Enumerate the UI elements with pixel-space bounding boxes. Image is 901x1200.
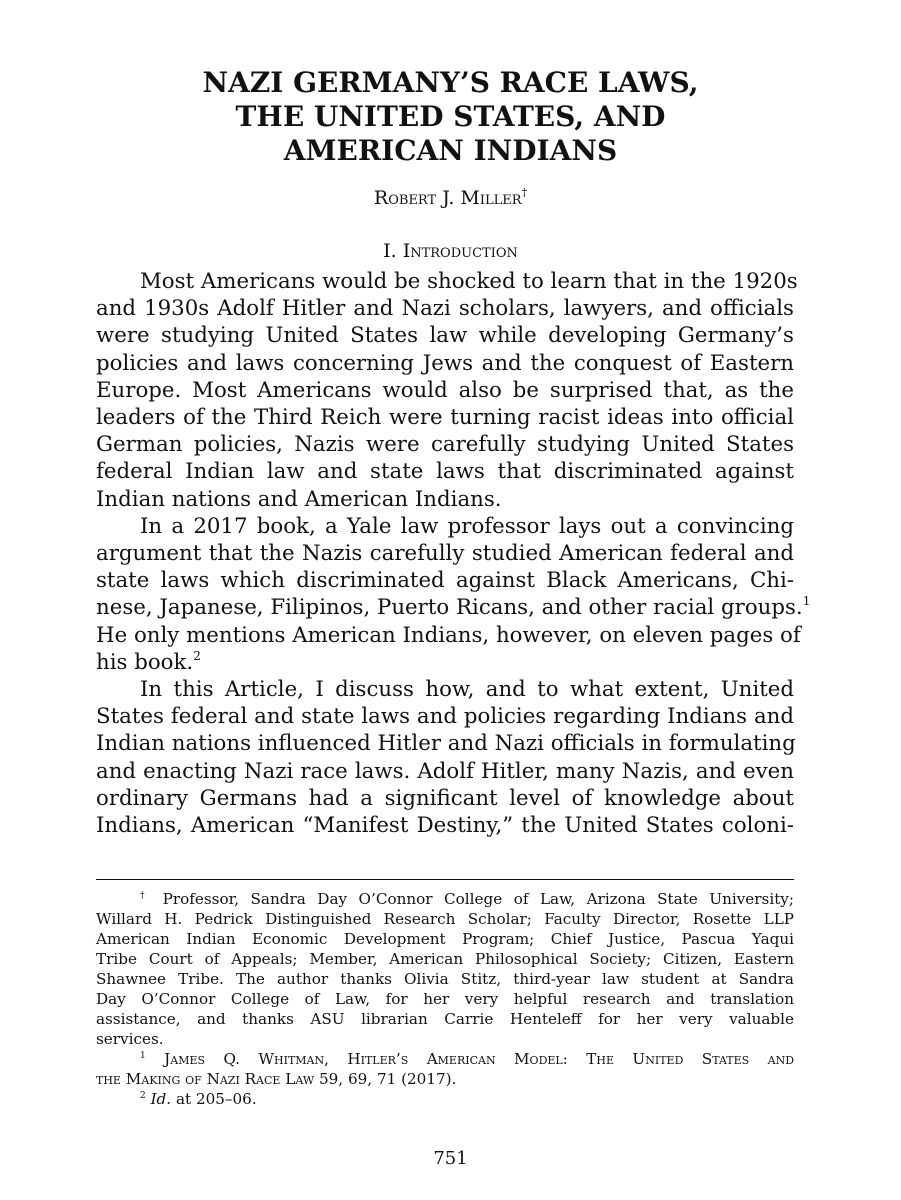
- footnote-line: American Indian Economic Development Program; Chief Justice, Pascua Yaqui: [96, 930, 794, 948]
- body-line: In a 2017 book, a Yale law professor lays out a convincing: [140, 513, 794, 539]
- body-line: Europe. Most Americans would also be surprised that, as the: [96, 377, 794, 403]
- footnotes: [96, 889, 794, 1109]
- footnote-1-line-2: [96, 1069, 794, 1089]
- title-line: THE UNITED STATES, AND: [235, 100, 666, 133]
- body-line: leaders of the Third Reich were turning racist ideas into official: [96, 405, 794, 431]
- body-line: States federal and state laws and policies regarding Indians and: [96, 704, 794, 730]
- footnote-line: Tribe Court of Appeals; Member, American Philosophical Society; Citizen, Eastern: [96, 950, 794, 968]
- footnote-dagger-line: [96, 889, 794, 909]
- footnote-line: Willard H. Pedrick Distinguished Research Scholar; Faculty Director, Rosette LLP: [96, 910, 794, 928]
- body-line: and enacting Nazi race laws. Adolf Hitler, many Nazis, and even: [96, 758, 794, 784]
- footnote-1-citation: James Q. Whitman, Hitler’s American Model: The United States and: [164, 1050, 795, 1068]
- footnote-text: Professor, Sandra Day O’Connor College of Law, Arizona State University;: [162, 890, 794, 908]
- footnote-ref-2: 2: [193, 648, 201, 663]
- footnote-line: Shawnee Tribe. The author thanks Olivia Stitz, third-year law student at Sandra: [96, 970, 794, 988]
- title-line: AMERICAN INDIANS: [283, 134, 618, 167]
- body-text: [96, 268, 811, 839]
- title-line: NAZI GERMANY’S RACE LAWS,: [202, 66, 699, 99]
- body-line: Indian nations influenced Hitler and Nazi officials in formulating: [96, 731, 796, 757]
- body-line: policies and laws concerning Jews and the conquest of Eastern: [96, 350, 794, 376]
- footnote-ref-1: 1: [802, 594, 811, 609]
- page-number: 751: [433, 1148, 468, 1169]
- body-line-with-footnote: [96, 594, 811, 621]
- body-line: Most Americans would be shocked to learn that in the 1920s: [140, 269, 798, 294]
- article-title: [0, 66, 901, 168]
- footnote-line: Day O’Connor College of Law, for her very helpful research and translation: [96, 990, 794, 1008]
- footnote-1-pages: 59, 69, 71 (2017).: [314, 1070, 457, 1088]
- body-line: He only mentions American Indians, however, on eleven pages of: [96, 622, 801, 648]
- footnote-1-mark: 1: [140, 1051, 146, 1061]
- body-line: In this Article, I discuss how, and to what extent, United: [140, 677, 794, 703]
- footnote-line: assistance, and thanks ASU librarian Carrie Henteleff for her very valuable: [96, 1010, 794, 1028]
- body-line: German policies, Nazis were carefully studying United States: [96, 432, 794, 458]
- footnote-2-mark: 2: [140, 1091, 146, 1101]
- body-line: and 1930s Adolf Hitler and Nazi scholars, lawyers, and officials: [96, 296, 794, 322]
- author-dagger-mark: †: [521, 186, 528, 199]
- body-line: Indians, American “Manifest Destiny,” the United States coloni-: [96, 813, 794, 839]
- body-line: federal Indian law and state laws that discriminated against: [96, 459, 794, 485]
- author-line: [0, 186, 901, 209]
- body-line: were studying United States law while developing Germany’s: [96, 323, 794, 349]
- footnote-line: services.: [96, 1030, 164, 1048]
- footnote-1-line: [96, 1049, 794, 1069]
- body-line-text: nese, Japanese, Filipinos, Puerto Ricans, and other racial groups.: [96, 595, 803, 621]
- body-line: ordinary Germans had a significant level of knowledge about: [96, 785, 794, 811]
- body-line-with-footnote: [96, 649, 794, 676]
- footnote-1-citation-title: the Making of Nazi Race Law: [96, 1070, 315, 1088]
- footnote-dagger-mark: †: [140, 891, 152, 901]
- section-heading: I. Introduction: [383, 240, 518, 262]
- footnote-divider: [96, 879, 794, 880]
- body-line-text: his book.: [96, 649, 194, 675]
- author-name: Robert J. Miller: [373, 187, 522, 209]
- body-line: argument that the Nazis carefully studied American federal and: [96, 541, 794, 567]
- footnote-2-line: [96, 1089, 794, 1109]
- body-line: Indian nations and American Indians.: [96, 486, 502, 512]
- body-line: state laws which discriminated against Black Americans, Chi-: [96, 568, 794, 594]
- footnote-2-id: Id.: [150, 1090, 172, 1108]
- footnote-2-pages: at 205–06.: [171, 1090, 257, 1108]
